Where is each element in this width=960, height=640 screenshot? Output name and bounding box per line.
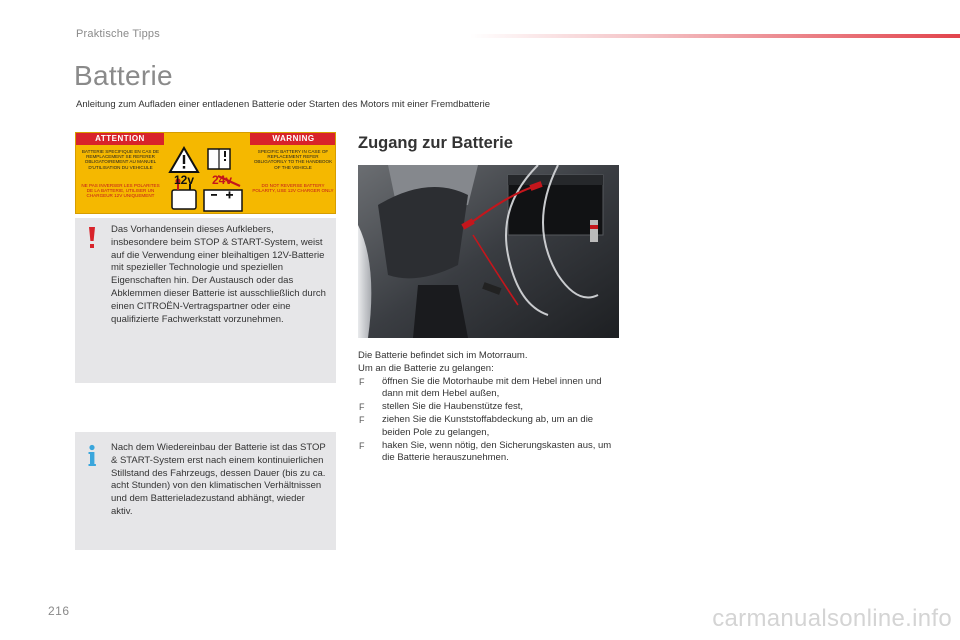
- access-intro-location: Die Batterie befindet sich im Motorraum.: [358, 350, 528, 361]
- engine-bay-photo: [358, 165, 619, 338]
- step-text: haken Sie, wenn nötig, den Sicherungskasten aus, um die Batterie herauszunehmen.: [382, 439, 612, 464]
- sticker-right-lower-text: DO NOT REVERSE BATTERY POLARITY, USE 12V CHARGER ONLY: [252, 183, 334, 194]
- exclamation-icon: [85, 226, 99, 250]
- page-subtitle: Anleitung zum Aufladen einer entladenen Batterie oder Starten des Motors mit einer Fremdbatterie: [76, 99, 491, 110]
- sticker-warning-banner: WARNING: [250, 133, 336, 145]
- list-item: [358, 440, 620, 466]
- page-title: Batterie: [74, 60, 173, 91]
- sticker-12v-label: 12v: [174, 173, 195, 187]
- header-rule: [470, 34, 960, 38]
- step-text: öffnen Sie die Motorhaube mit dem Hebel innen und dann mit dem Hebel außen,: [382, 375, 602, 400]
- access-heading: Zugang zur Batterie: [358, 134, 513, 152]
- sticker-pictograms: [168, 146, 246, 214]
- step-bullet: F: [359, 376, 365, 387]
- site-watermark: carmanualsonline.info: [712, 605, 952, 632]
- info-icon: [85, 444, 99, 468]
- step-text: ziehen Sie die Kunststoffabdeckung ab, um an die beiden Pole zu gelangen,: [382, 413, 594, 438]
- warning-triangle-icon: [170, 148, 198, 172]
- battery-warning-sticker: [75, 132, 336, 214]
- sticker-attention-banner: ATTENTION: [76, 133, 164, 145]
- sticker-left-upper-text: BATTERIE SPECIFIQUE EN CAS DE REMPLACEMENT SE REFERER OBLIGATOIREMENT AU MANUEL D'UTILISATION DU VEHICULE: [81, 149, 160, 170]
- battery-pictogram-icon: [204, 190, 242, 211]
- access-steps-list: [358, 376, 620, 466]
- page-number: 216: [48, 604, 70, 618]
- step-bullet: F: [359, 440, 365, 451]
- sticker-right-upper-text: SPECIFIC BATTERY IN CASE OF REPLACEMENT REFER OBLIGATORILY TO THE HANDBOOK OF THE VEHICLE: [253, 149, 333, 170]
- access-intro-steps: Um an die Batterie zu gelangen:: [358, 362, 494, 374]
- list-item: [358, 414, 620, 440]
- info-note: [75, 432, 336, 550]
- info-note-text: Nach dem Wiedereinbau der Batterie ist das STOP & START-System erst nach einem kontinuierlichen Stillstand des Fahrzeugs, dessen Dauer (bis zu ca. acht Stunden) von den klimatischen Verhältnissen und dem Batterieladezustand abhängt, wieder aktiv.: [111, 442, 326, 517]
- warning-note-text: Das Vorhandensein dieses Aufklebers, insbesondere beim STOP & START-System, weist auf die Verwendung einer bleihaltigen 12V-Batterie mit spezieller Technologie und speziellen Eigenschaften hin. Der Austausch oder das Abklemmen dieser Batterie ist ausschließlich durch einen CITROËN-Vertragspartner oder eine qualifizierte Fachwerkstatt vorzunehmen.: [111, 224, 326, 325]
- sticker-left-lower-text: NE PAS INVERSER LES POLARITES DE LA BATTERIE, UTILISER UN CHARGEUR 12V UNIQUEMENT: [81, 183, 160, 199]
- step-text: stellen Sie die Haubenstütze fest,: [382, 401, 524, 413]
- manual-book-icon: [208, 149, 230, 169]
- step-bullet: F: [359, 414, 365, 425]
- step-bullet: F: [359, 402, 365, 413]
- section-header: Praktische Tipps: [76, 28, 160, 40]
- access-instructions: [358, 350, 620, 465]
- warning-note: [75, 218, 336, 383]
- sticker-24v-label: 24v: [212, 173, 233, 187]
- list-item: [358, 401, 620, 414]
- list-item: [358, 376, 620, 402]
